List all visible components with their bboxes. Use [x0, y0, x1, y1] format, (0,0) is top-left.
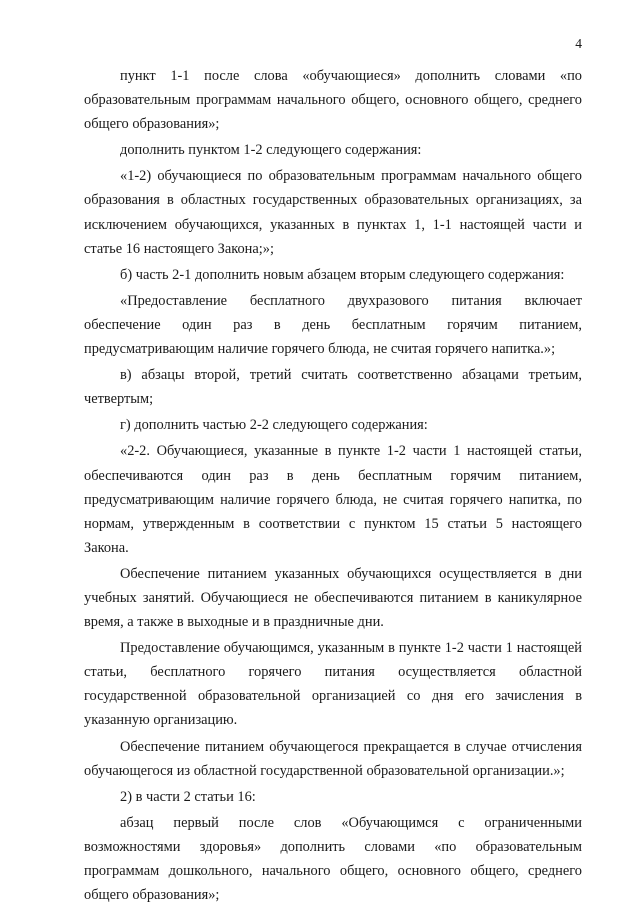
paragraph-10: Предоставление обучающимся, указанным в пункте 1-2 части 1 настоящей статьи, бесплатного горячего питания осуществляется областной государственной образовательной организацией со дня его зачисления в указанную организацию. [84, 640, 582, 729]
paragraph-5: «Предоставление бесплатного двухразового питания включает обеспечение один раз в день бесплатным горячим питанием, предусматривающим наличие горячего блюда, не считая горячего напитка.»; [84, 292, 582, 358]
paragraph-6: в) абзацы второй, третий считать соответственно абзацами третьим, четвертым; [84, 367, 582, 408]
paragraph-1: пункт 1-1 после слова «обучающиеся» дополнить словами «по образовательным программам начального общего, основного общего, среднего общего образования»; [84, 68, 582, 133]
paragraph-2: дополнить пунктом 1-2 следующего содержания: [120, 142, 422, 159]
paragraph-12: 2) в части 2 статьи 16: [120, 788, 256, 805]
page-number: 4 [575, 36, 582, 51]
paragraph-3: «1-2) обучающиеся по образовательным программам начального общего образования в областных государственных образовательных организациях, за исключением обучающихся, указанных в пунктах 1, 1-1 настоящей части и статье 16 настоящего Закона;»; [84, 168, 582, 257]
paragraph-11: Обеспечение питанием обучающегося прекращается в случае отчисления обучающегося из областной государственной образовательной организации.»; [84, 738, 582, 779]
paragraph-13: абзац первый после слов «Обучающимся с ограниченными возможностями здоровья» дополнить словами «по образовательным программам дошкольного, начального общего, основного общего, среднего общего образования»; [84, 814, 582, 904]
paragraph-7: г) дополнить частью 2-2 следующего содержания: [120, 417, 428, 434]
paragraph-8: «2-2. Обучающиеся, указанные в пункте 1-2 части 1 настоящей статьи, обеспечиваются один раз в день бесплатным горячим питанием, предусматривающим наличие горячего блюда, не считая горячего напитка, по нормам, утвержденным в соответствии с пунктом 15 статьи 5 настоящего Закона. [84, 443, 582, 556]
paragraph-4: б) часть 2-1 дополнить новым абзацем вторым следующего содержания: [120, 266, 565, 283]
paragraph-9: Обеспечение питанием указанных обучающихся осуществляется в дни учебных занятий. Обучающиеся не обеспечиваются питанием в каникулярное время, а также в выходные и в праздничные дни. [84, 565, 582, 631]
document-body [84, 64, 582, 907]
